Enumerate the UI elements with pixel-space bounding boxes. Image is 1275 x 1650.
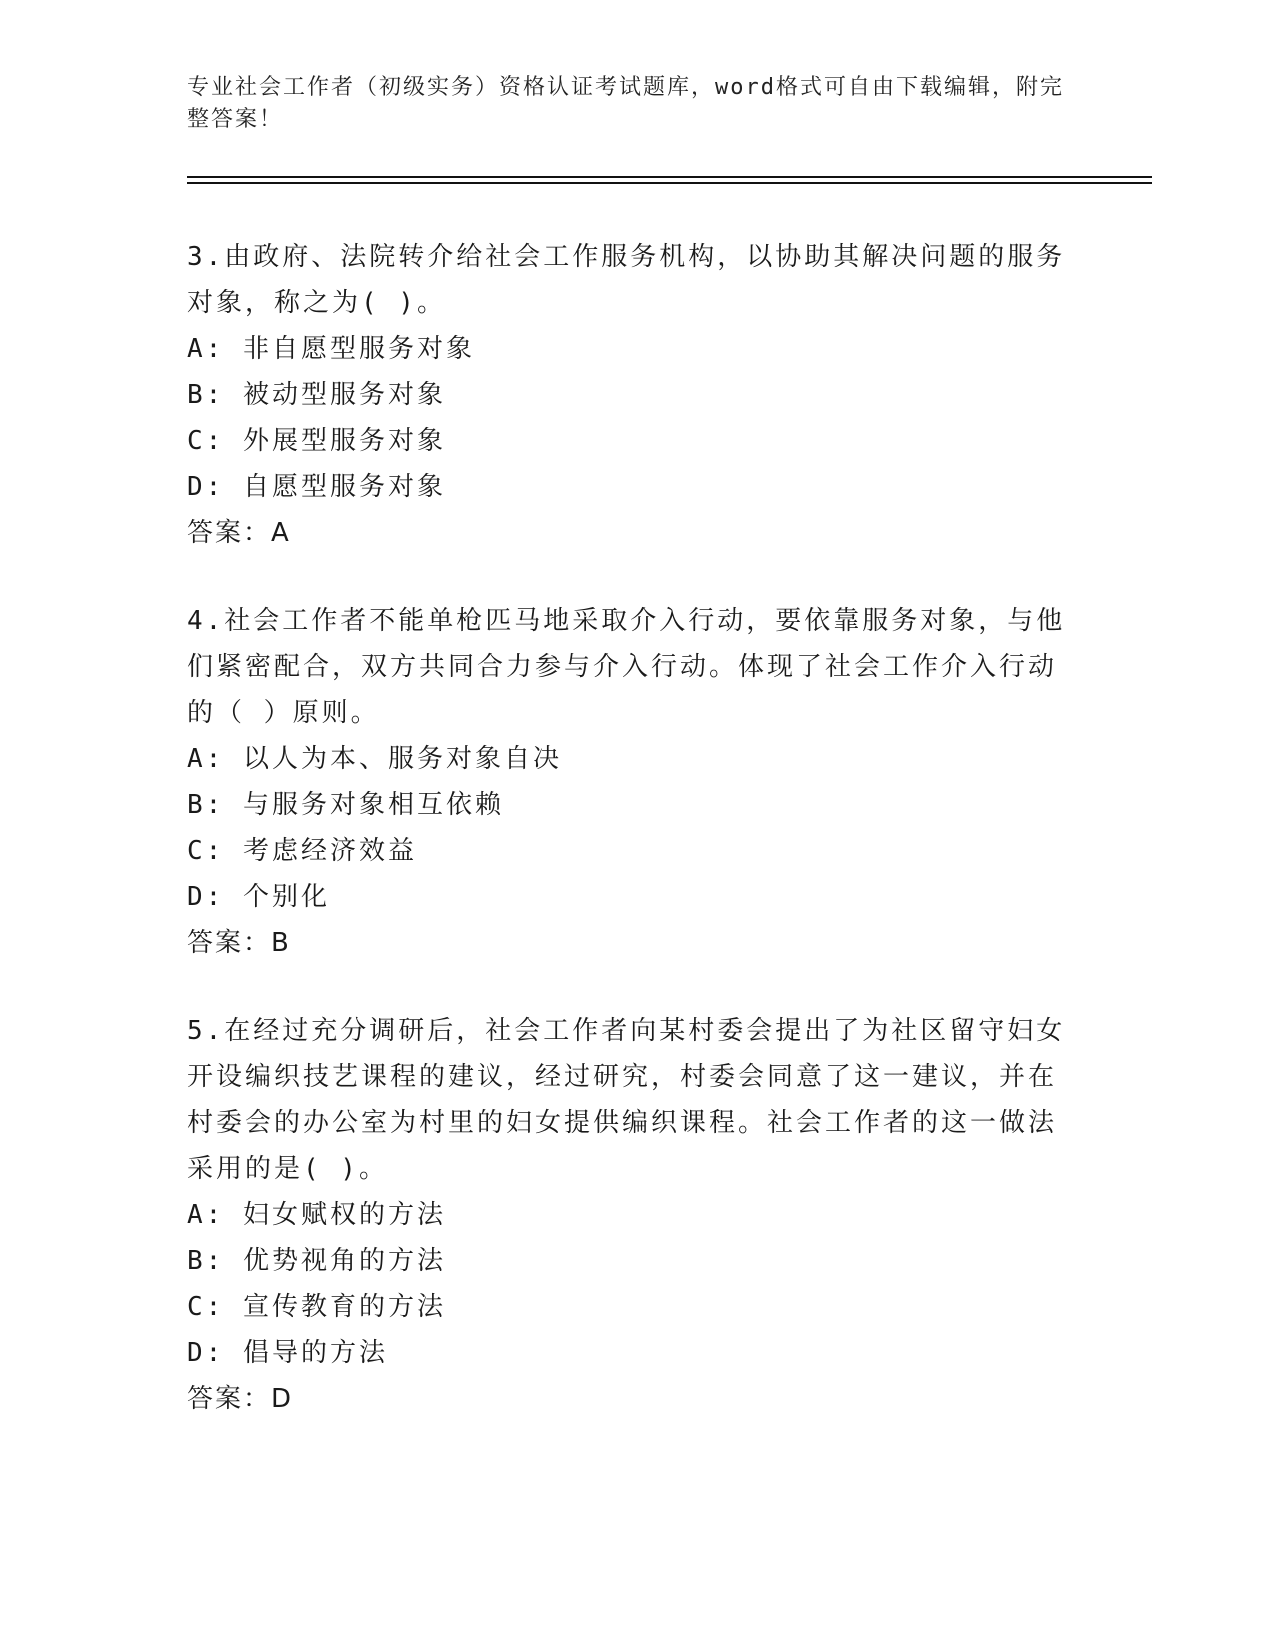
option-b: B: 与服务对象相互依赖 — [187, 790, 504, 820]
header-rule-top — [187, 176, 1152, 178]
option-c: C: 宣传教育的方法 — [187, 1292, 446, 1322]
option-b: B: 被动型服务对象 — [187, 380, 446, 410]
option-a: A: 妇女赋权的方法 — [187, 1200, 446, 1230]
question-4 — [187, 598, 1067, 966]
option-a: A: 以人为本、服务对象自决 — [187, 744, 562, 774]
option-c: C: 考虑经济效益 — [187, 836, 417, 866]
option-d: D: 倡导的方法 — [187, 1338, 388, 1368]
answer: 答案：A — [187, 518, 291, 548]
question-3 — [187, 234, 1067, 556]
question-stem: 3.由政府、法院转介给社会工作服务机构，以协助其解决问题的服务对象，称之为( )。 — [187, 242, 1066, 318]
option-c: C: 外展型服务对象 — [187, 426, 446, 456]
question-5 — [187, 1008, 1067, 1422]
option-d: D: 自愿型服务对象 — [187, 472, 446, 502]
document-header: 专业社会工作者（初级实务）资格认证考试题库，word格式可自由下载编辑，附完整答案！ — [187, 75, 1064, 132]
option-d: D: 个别化 — [187, 882, 330, 912]
option-b: B: 优势视角的方法 — [187, 1246, 446, 1276]
question-stem: 4.社会工作者不能单枪匹马地采取介入行动，要依靠服务对象，与他们紧密配合，双方共同合力参与介入行动。体现了社会工作介入行动的（ ）原则。 — [187, 606, 1066, 728]
answer: 答案：B — [187, 928, 291, 958]
option-a: A: 非自愿型服务对象 — [187, 334, 475, 364]
question-stem: 5.在经过充分调研后，社会工作者向某村委会提出了为社区留守妇女开设编织技艺课程的建议，经过研究，村委会同意了这一建议，并在村委会的办公室为村里的妇女提供编织课程。社会工作者的这一做法采用的是( )。 — [187, 1016, 1066, 1184]
header-rule-bottom — [187, 182, 1152, 184]
answer: 答案：D — [187, 1384, 294, 1414]
